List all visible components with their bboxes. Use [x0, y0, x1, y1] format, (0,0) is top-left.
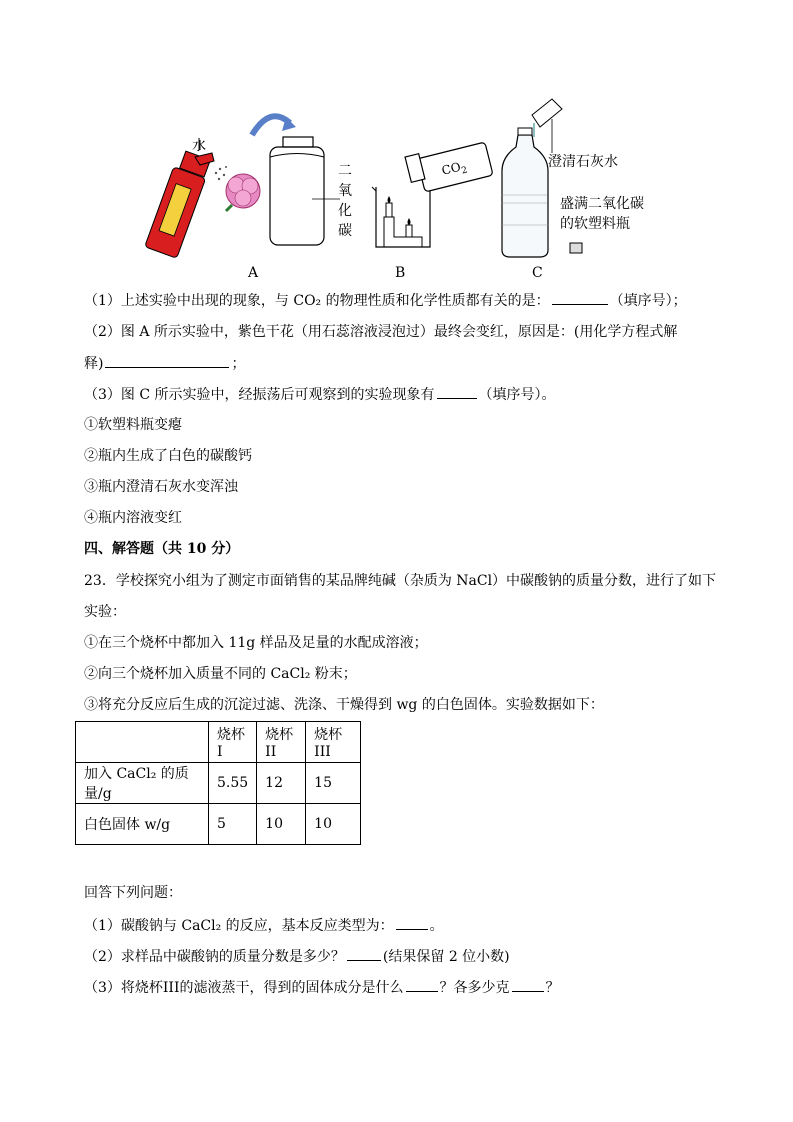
table-cell: 10 — [257, 804, 306, 845]
figure-label-a: A — [248, 265, 259, 281]
plastic-bottle-icon — [502, 99, 582, 257]
table-cell: 5 — [209, 804, 257, 845]
spray-bottle-icon — [145, 140, 227, 258]
flower-icon — [226, 174, 260, 211]
option-4: ④瓶内溶液变红 — [84, 510, 182, 526]
gas-jar-icon — [252, 116, 340, 245]
figure-label-b: B — [395, 265, 406, 281]
table-cell: 15 — [306, 763, 361, 804]
problem-23-line1: 23．学校探究小组为了测定市面销售的某品牌纯碱（杂质为 NaCl）中碳酸钠的质量分数，进行了如下 — [84, 573, 717, 589]
sub-question-1: （1）碳酸钠与 CaCl₂ 的反应，基本反应类型为： 。 — [84, 915, 444, 936]
table-header-row — [76, 722, 361, 763]
bottle-label-line2: 的软塑料瓶 — [560, 216, 630, 232]
table-header-cell — [76, 722, 209, 763]
table-row — [76, 804, 361, 845]
answer-blank[interactable] — [105, 353, 229, 368]
table-cell: 白色固体 w/g — [76, 804, 209, 845]
question-2-line1: （2）图 A 所示实验中，紫色干花（用石蕊溶液浸泡过）最终会变红，原因是：(用化学方程式解 — [84, 324, 678, 340]
table-header-cell: 烧杯II — [257, 722, 306, 763]
answer-blank[interactable] — [406, 977, 438, 992]
answer-blank[interactable] — [552, 290, 608, 305]
answer-blank[interactable] — [437, 384, 477, 399]
answer-intro: 回答下列问题： — [84, 885, 182, 901]
step-2: ②向三个烧杯加入质量不同的 CaCl₂ 粉末； — [84, 666, 357, 682]
data-table — [75, 721, 361, 845]
limewater-label: 澄清石灰水 — [548, 154, 618, 170]
option-3: ③瓶内澄清石灰水变浑浊 — [84, 479, 238, 495]
figure-label-c: C — [532, 265, 543, 281]
beaker-candles-icon — [372, 142, 493, 247]
question-2-line2: 释) ； — [84, 353, 245, 374]
experiment-figure — [140, 95, 660, 285]
question-3: （3）图 C 所示实验中，经振荡后可观察到的实验现象有 （填序号）。 — [84, 384, 556, 405]
table-header-cell: 烧杯I — [209, 722, 257, 763]
section-title: 四、解答题（共 10 分） — [84, 541, 240, 557]
table-row — [76, 763, 361, 804]
bottle-label-line1: 盛满二氧化碳 — [560, 196, 644, 212]
problem-23-line2: 实验： — [84, 604, 126, 620]
answer-blank[interactable] — [396, 915, 428, 930]
table-header-cell: 烧杯III — [306, 722, 361, 763]
option-1: ①软塑料瓶变瘪 — [84, 417, 182, 433]
table-cell: 5.55 — [209, 763, 257, 804]
sub-question-3: （3）将烧杯III的滤液蒸干，得到的固体成分是什么 ？各多少克 ？ — [84, 977, 560, 998]
step-1: ①在三个烧杯中都加入 11g 样品及足量的水配成溶液； — [84, 635, 428, 651]
co2-gas-label: $CO_2$ — [440, 159, 469, 178]
sub-question-2: （2）求样品中碳酸钠的质量分数是多少？ (结果保留 2 位小数) — [84, 946, 510, 967]
answer-blank[interactable] — [347, 946, 381, 961]
step-3: ③将充分反应后生成的沉淀过滤、洗涤、干燥得到 wg 的白色固体。实验数据如下： — [84, 697, 604, 713]
table-cell: 10 — [306, 804, 361, 845]
option-2: ②瓶内生成了白色的碳酸钙 — [84, 448, 252, 464]
table-cell: 12 — [257, 763, 306, 804]
question-1: （1）上述实验中出现的现象，与 CO₂ 的物理性质和化学性质都有关的是： （填序号）； — [84, 290, 687, 311]
co2-jar-label: 二 氧 化 碳 — [338, 163, 352, 239]
table-cell: 加入 CaCl₂ 的质量/g — [76, 763, 209, 804]
experiment-illustration — [140, 95, 660, 285]
answer-blank[interactable] — [512, 977, 544, 992]
water-label: 水 — [192, 138, 206, 154]
